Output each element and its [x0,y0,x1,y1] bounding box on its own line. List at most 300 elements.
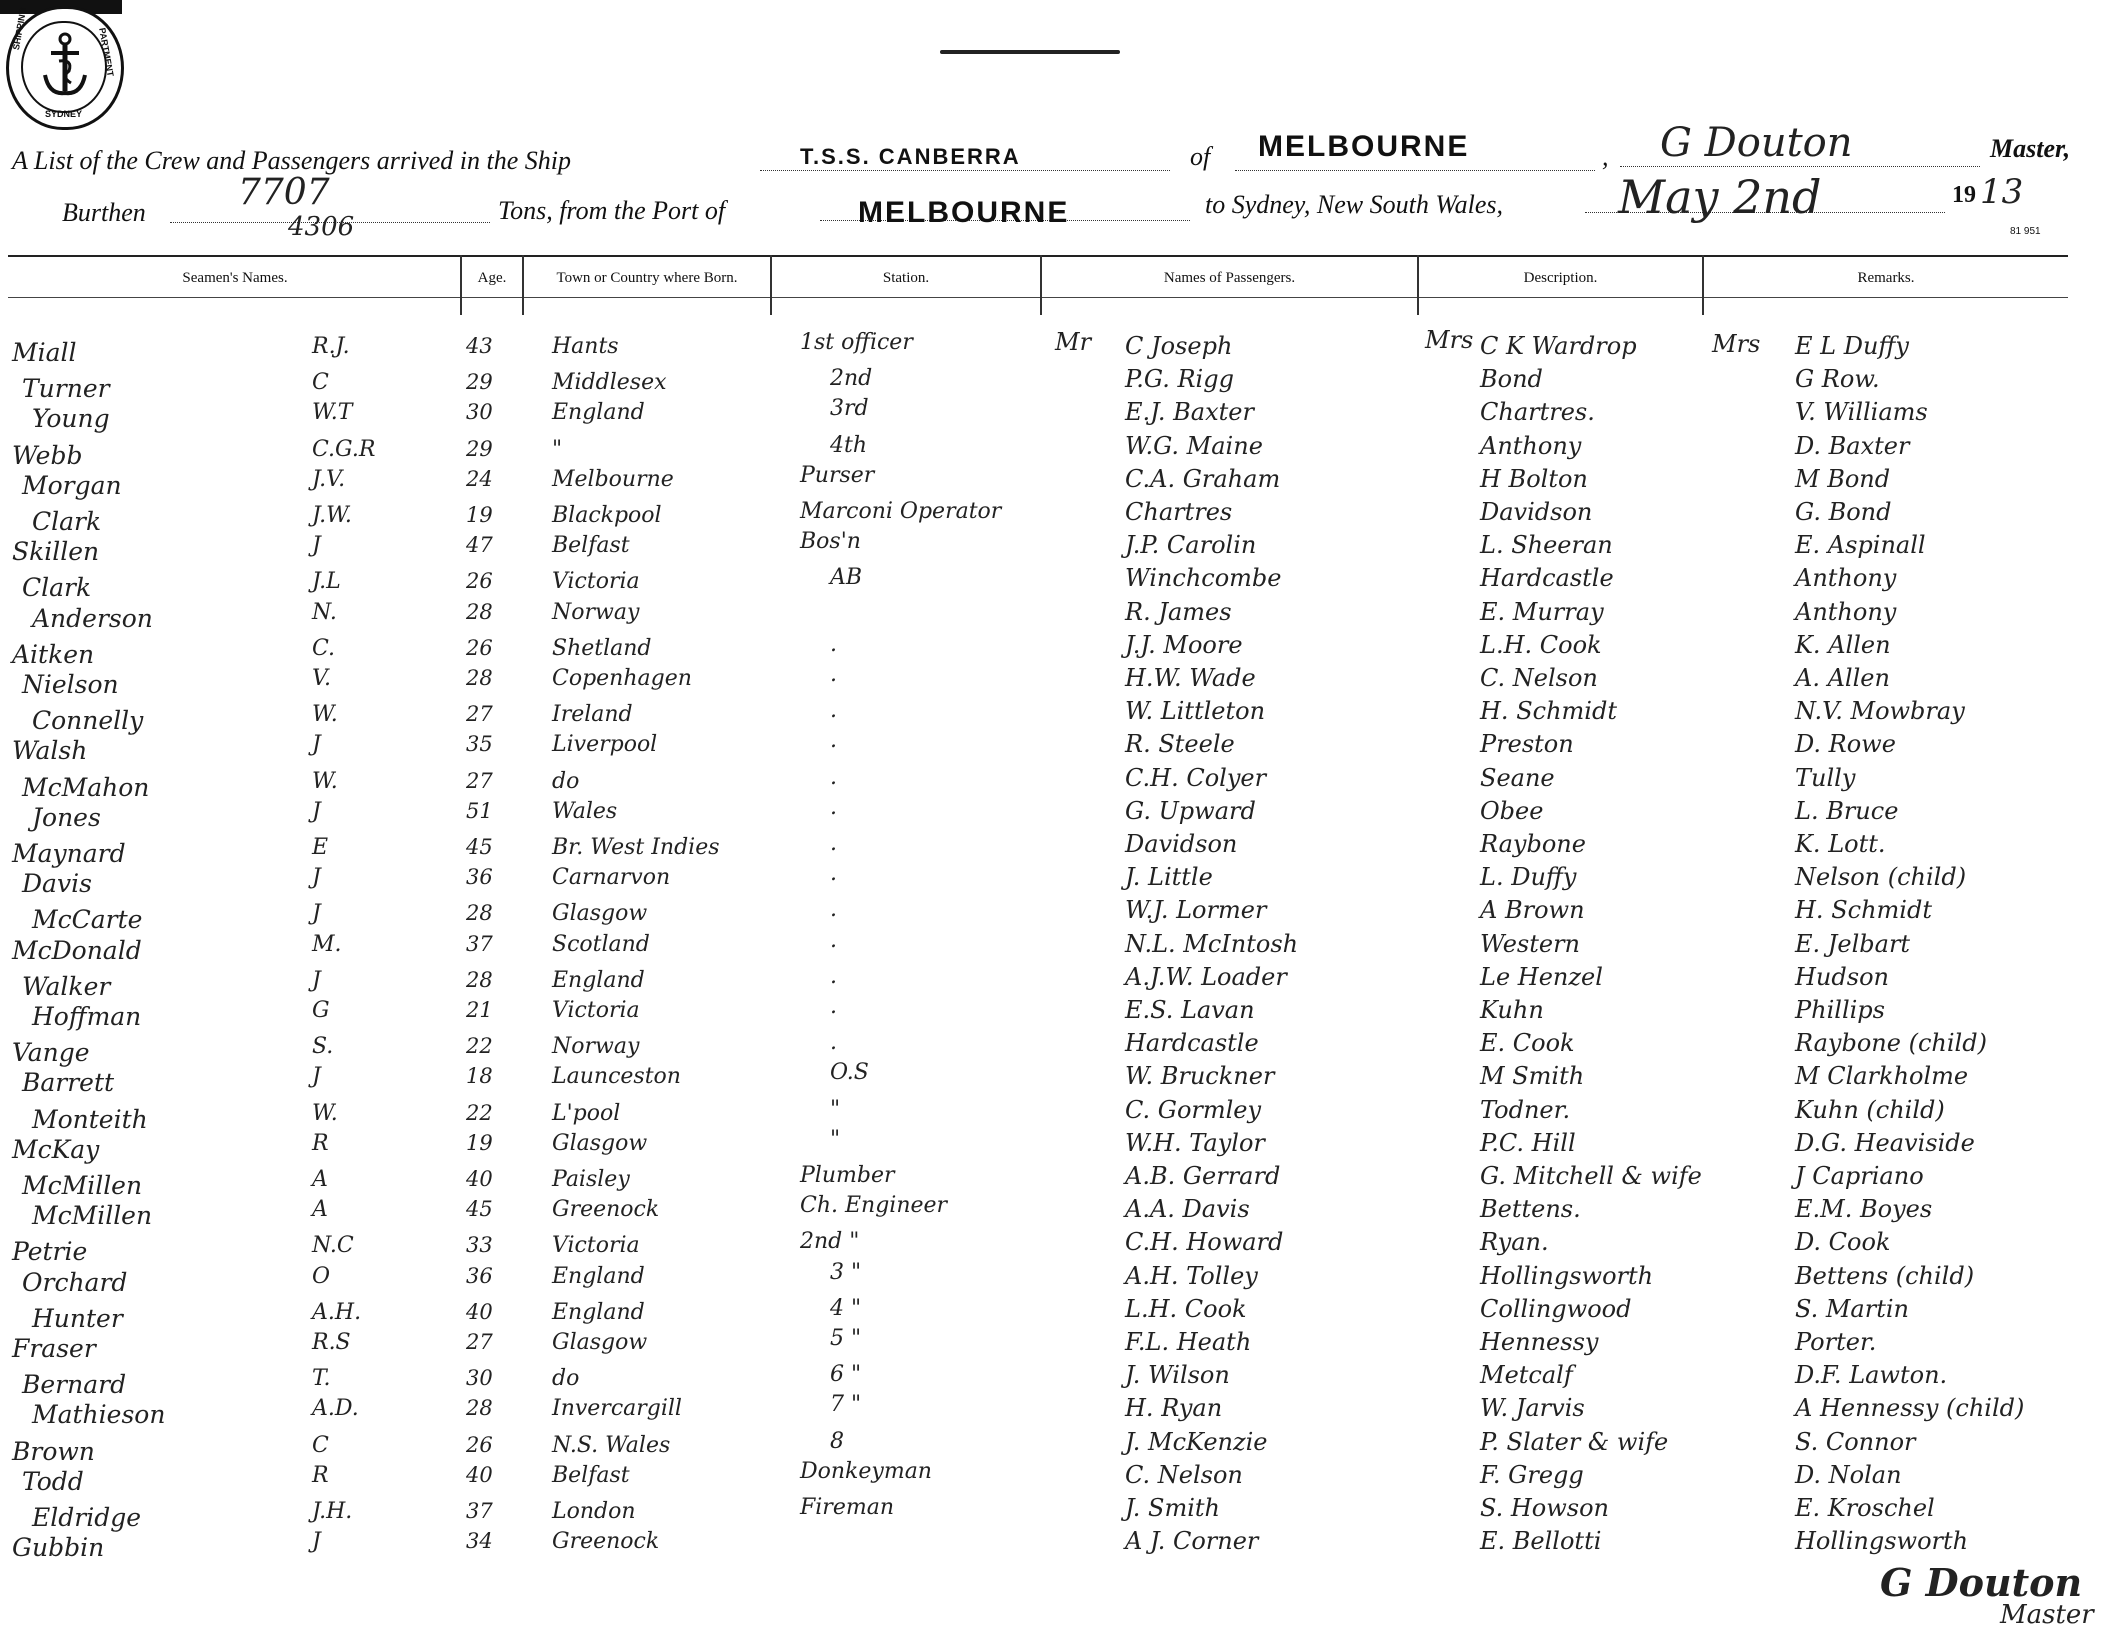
crew-station: Bos'n [800,529,861,555]
crew-birthplace: do [552,768,580,794]
passenger-description: P.C. Hill [1480,1128,1576,1157]
crew-initials: J.W. [312,503,352,528]
crew-station: Plumber [800,1163,895,1188]
crew-birthplace: Glasgow [552,901,648,927]
passenger-name: P.G. Rigg [1125,365,1234,394]
crew-initials: J [312,798,321,824]
passenger-name: W.J. Lormer [1125,896,1267,925]
crew-birthplace: Victoria [552,1233,640,1259]
crew-station: 3 " [830,1259,862,1285]
crew-initials: A [312,1197,328,1223]
passenger-remark: K. Allen [1795,630,1891,659]
crew-surname: Hoffman [32,1002,142,1031]
passenger-description: C K Wardrop [1480,332,1637,360]
crew-initials: C [312,1432,329,1458]
crew-initials: C [312,370,329,396]
crew-surname: Petrie [12,1237,88,1267]
crew-station: 6 " [830,1362,862,1388]
crew-station: " [830,1096,841,1122]
crew-birthplace: Victoria [552,569,640,595]
passenger-name: R. James [1125,597,1232,626]
crew-age: 28 [466,901,493,926]
passenger-name: J. McKenzie [1125,1427,1268,1456]
crew-initials: J [312,865,321,891]
header-passenger-names: Names of Passengers. [1163,270,1296,286]
passenger-description: Anthony [1480,431,1582,460]
crew-surname: Walsh [12,736,88,766]
passenger-remark: D. Cook [1795,1228,1891,1257]
crew-initials: J.L [312,569,341,595]
crew-birthplace: Wales [552,798,618,824]
crew-birthplace: Ireland [552,702,633,728]
crew-birthplace: Belfast [552,1462,630,1488]
passenger-description: Kuhn [1480,996,1544,1024]
crew-initials: C.G.R [312,436,376,462]
header-remarks: Remarks. [1857,270,1915,286]
seal-text-left: SHIPPING [11,6,29,51]
passenger-name: W. Bruckner [1125,1062,1275,1091]
crew-initials: E [312,835,329,860]
passenger-name: Davidson [1125,830,1238,858]
comma: , [1602,142,1609,171]
passenger-name: J. Little [1125,863,1213,892]
crew-surname: Webb [12,440,83,470]
burthen-label: Burthen [62,198,146,227]
crew-age: 34 [466,1529,493,1554]
crew-age: 28 [466,1396,493,1421]
passenger-remark: Anthony [1795,597,1897,626]
passenger-description: Hardcastle [1480,564,1614,593]
to-sydney-label: to Sydney, New South Wales, [1205,190,1504,219]
crew-age: 22 [466,1100,493,1125]
crew-surname: McMahon [22,772,150,802]
passenger-remark: J Capriano [1795,1162,1924,1190]
description-title: Mrs [1425,326,1474,354]
crew-station: 4th [830,432,868,458]
crew-birthplace: Carnarvon [552,865,671,891]
passenger-name: Hardcastle [1125,1029,1259,1058]
passenger-remark: A. Allen [1795,664,1890,692]
crew-surname: Maynard [12,839,126,868]
crew-birthplace: England [552,1299,645,1325]
passenger-remark: Bettens (child) [1795,1261,1975,1290]
passenger-description: L. Sheeran [1480,531,1613,560]
burthen-gross: 7707 [238,172,330,213]
crew-station: Donkeyman [800,1458,932,1484]
passenger-description: Collingwood [1480,1294,1632,1323]
burthen-net: 4306 [288,212,355,242]
passenger-name: N.L. McIntosh [1125,929,1299,958]
passenger-name: E.S. Lavan [1125,996,1255,1024]
seal-text-right: PARTMENT [97,27,116,78]
table-header-border [8,297,2068,298]
crew-station: . [830,794,837,820]
crew-station: 7 " [830,1392,862,1418]
crew-initials: R.S [312,1330,351,1355]
crew-birthplace: Belfast [552,533,630,559]
crew-station: . [830,662,837,687]
crew-age: 37 [466,1499,493,1523]
crew-birthplace: N.S. Wales [552,1432,671,1458]
passenger-name: R. Steele [1125,730,1235,759]
master-label: Master, [1990,134,2071,163]
passenger-description: Raybone [1480,830,1586,858]
crew-surname: Todd [22,1466,84,1496]
crew-station: 5 " [830,1326,862,1351]
passenger-description: C. Nelson [1480,664,1598,692]
crew-age: 28 [466,967,493,992]
crew-station: 4 " [830,1295,862,1321]
header-age: Age. [477,270,507,286]
crew-age: 36 [466,865,493,890]
passenger-remark: H. Schmidt [1795,896,1932,925]
passenger-remark: Tully [1795,763,1856,792]
crew-birthplace: England [552,400,645,426]
crew-birthplace: Br. West Indies [552,835,720,860]
crew-initials: J [312,967,321,993]
crew-surname: Miall [12,338,77,367]
crew-surname: Hunter [32,1303,123,1333]
table-top-border [8,255,2068,257]
shipping-department-seal [6,6,124,130]
crew-initials: J [312,1529,321,1555]
passenger-remark: G. Bond [1795,498,1892,526]
crew-surname: Bernard [22,1370,127,1400]
crew-surname: McCarte [32,905,143,935]
passenger-remark: E. Aspinall [1795,531,1926,560]
passenger-name: E.J. Baxter [1125,398,1254,427]
passenger-name: W.G. Maine [1125,431,1263,460]
crew-birthplace: Blackpool [552,503,662,528]
passenger-name: Chartres [1125,498,1233,526]
crew-initials: C. [312,635,336,661]
passenger-remark: E L Duffy [1795,332,1909,360]
passenger-name: W.H. Taylor [1125,1128,1265,1157]
crew-birthplace: " [552,436,563,462]
crew-surname: Morgan [22,470,122,500]
passenger-name: A J. Corner [1125,1527,1259,1556]
crew-station: . [830,1030,837,1056]
crew-age: 35 [466,732,493,757]
passenger-name: J.J. Moore [1125,630,1243,659]
crew-surname: Anderson [32,603,153,633]
passenger-name: F.L. Heath [1125,1328,1252,1356]
crew-surname: Skillen [12,537,100,567]
crew-initials: R [312,1462,329,1488]
crew-surname: Orchard [22,1267,128,1297]
crew-initials: J [312,533,321,559]
crew-initials: W. [312,768,338,794]
tons-from-label: Tons, from the Port of [498,196,726,225]
crew-age: 45 [466,1197,493,1222]
crew-birthplace: England [552,967,645,993]
passenger-name: Winchcombe [1125,564,1282,593]
header-birthplace: Town or Country where Born. [556,270,738,286]
passenger-description: Preston [1480,730,1574,759]
crew-birthplace: Norway [552,599,640,625]
crew-surname: McDonald [12,935,142,965]
passenger-description: E. Bellotti [1480,1527,1602,1556]
crew-age: 51 [466,798,493,823]
crew-birthplace: Greenock [552,1197,660,1223]
passenger-name: C. Nelson [1125,1460,1243,1489]
crew-birthplace: Norway [552,1034,640,1060]
crew-birthplace: Paisley [552,1167,630,1192]
year-handwritten: 13 [1980,172,2024,212]
crew-station: Ch. Engineer [800,1193,948,1219]
passenger-remark: E.M. Boyes [1795,1195,1933,1224]
crew-birthplace: do [552,1366,580,1392]
passenger-remark: S. Martin [1795,1294,1909,1323]
seal-text-bottom: SYDNEY [45,109,83,119]
passenger-remark: Anthony [1795,564,1897,593]
master-signature: G Douton [1880,1560,2083,1605]
header-description: Description. [1523,270,1598,286]
remarks-title: Mrs [1712,330,1761,358]
passenger-description: Hollingsworth [1480,1261,1654,1290]
crew-initials: W.T [312,400,353,426]
crew-initials: A.D. [312,1396,359,1422]
crew-age: 45 [466,835,493,859]
passenger-name: G. Upward [1125,796,1256,825]
passenger-remark: D.F. Lawton. [1795,1361,1948,1390]
crew-initials: R [312,1130,329,1156]
crew-station: . [830,897,837,923]
passenger-remark: K. Lott. [1795,830,1886,858]
passenger-name: L.H. Cook [1125,1294,1247,1323]
crew-surname: McMillen [32,1201,153,1231]
crew-station: 3rd [830,396,869,422]
passenger-description: Todner. [1480,1095,1571,1124]
passenger-remark: Hollingsworth [1795,1527,1969,1556]
passenger-remark: Porter. [1795,1328,1877,1356]
passenger-description: Western [1480,929,1581,958]
anchor-icon [39,31,91,101]
crew-age: 40 [466,1462,493,1487]
crew-age: 36 [466,1263,493,1288]
master-signature-role: Master [2000,1600,2094,1630]
header-seamen-names: Seamen's Names. [182,270,288,286]
passenger-description: Hennessy [1480,1328,1599,1356]
passenger-description: E. Cook [1480,1029,1575,1058]
passenger-remark: E. Jelbart [1795,929,1911,958]
passenger-name: W. Littleton [1125,697,1266,726]
decorative-rule [940,50,1120,54]
passenger-title: Mr [1055,328,1092,356]
passenger-remark: E. Kroschel [1795,1494,1935,1522]
crew-age: 27 [466,1330,493,1354]
crew-birthplace: Greenock [552,1529,660,1555]
crew-initials: O [312,1263,331,1289]
passenger-name: C. Gormley [1125,1095,1262,1124]
crew-station: . [830,631,837,657]
crew-station: AB [830,565,863,591]
crew-initials: A [312,1167,328,1192]
passenger-description: H Bolton [1480,464,1588,493]
crew-initials: N.C [312,1233,354,1259]
form-number: 81 951 [2010,226,2041,237]
passenger-remark: A Hennessy (child) [1795,1394,2025,1423]
crew-age: 22 [466,1034,493,1059]
crew-surname: Eldridge [32,1503,141,1532]
crew-birthplace: Liverpool [552,732,658,758]
passenger-remark: D. Rowe [1795,730,1896,759]
passenger-description: Chartres. [1480,398,1595,427]
crew-station: Fireman [800,1495,894,1520]
crew-age: 18 [466,1064,493,1089]
crew-surname: Fraser [12,1334,96,1363]
crew-age: 21 [466,998,493,1022]
crew-surname: Connelly [32,706,144,736]
passenger-name: C Joseph [1125,332,1233,360]
passenger-name: J. Smith [1125,1494,1220,1522]
crew-initials: J.H. [312,1499,353,1524]
passenger-name: A.J.W. Loader [1125,962,1287,991]
passenger-name: C.H. Colyer [1125,763,1267,792]
crew-surname: Clark [22,573,92,603]
crew-initials: J [312,901,321,927]
crew-age: 43 [466,334,493,358]
passenger-name: J. Wilson [1125,1361,1230,1390]
crew-surname: Monteith [32,1104,148,1134]
crew-initials: N. [312,599,337,625]
crew-birthplace: Hants [552,334,619,359]
crew-age: 29 [466,436,493,461]
crew-station: . [830,994,837,1019]
crew-station: 8 [830,1428,844,1454]
passenger-description: W. Jarvis [1480,1394,1585,1423]
crew-birthplace: London [552,1499,636,1524]
crew-initials: R.J. [312,334,350,359]
passenger-name: H.W. Wade [1125,664,1256,692]
passenger-remark: M Bond [1795,464,1891,493]
crew-age: 29 [466,370,493,395]
heading-text: A List of the Crew and Passengers arrived in the Ship [12,146,571,175]
crew-birthplace: Victoria [552,998,640,1023]
crew-age: 30 [466,400,493,425]
passenger-remark: D. Baxter [1795,431,1910,460]
home-port: MELBOURNE [1258,130,1470,163]
crew-surname: Nielson [22,670,119,699]
passenger-name: H. Ryan [1125,1394,1223,1423]
passenger-description: S. Howson [1480,1494,1609,1522]
passenger-remark: M Clarkholme [1795,1062,1969,1091]
crew-age: 33 [466,1233,493,1258]
passenger-description: Le Henzel [1480,962,1603,991]
crew-age: 28 [466,666,493,690]
crew-birthplace: Glasgow [552,1130,648,1156]
passenger-remark: L. Bruce [1795,796,1899,825]
crew-initials: S. [312,1034,334,1060]
passenger-description: L. Duffy [1480,863,1577,892]
crew-age: 19 [466,1130,493,1155]
crew-station: 1st officer [800,330,913,355]
passenger-remark: D. Nolan [1795,1460,1902,1489]
crew-initials: G [312,998,330,1023]
of-label: of [1190,142,1211,171]
crew-station: . [830,831,837,856]
crew-initials: A.H. [312,1299,362,1325]
passenger-remark: D.G. Heaviside [1795,1128,1975,1157]
crew-surname: Barrett [22,1068,115,1098]
passenger-name: C.A. Graham [1125,464,1281,493]
crew-birthplace: Scotland [552,931,650,957]
home-port-rule [1235,170,1595,171]
crew-surname: McMillen [22,1171,143,1200]
passenger-remark: Kuhn (child) [1795,1095,1945,1124]
passenger-remark: Phillips [1795,996,1885,1024]
crew-surname: Gubbin [12,1533,105,1563]
crew-station: Marconi Operator [800,499,1002,524]
passenger-remark: Nelson (child) [1795,863,1967,892]
passenger-name: J.P. Carolin [1125,531,1257,560]
crew-initials: W. [312,1100,338,1126]
crew-station: . [830,963,837,989]
crew-surname: Mathieson [32,1400,166,1430]
passenger-remark: G Row. [1795,365,1880,394]
crew-surname: Brown [12,1436,95,1466]
crew-initials: T. [312,1366,331,1392]
ship-name-rule [760,170,1170,171]
crew-station: . [830,861,837,887]
crew-station: 2nd [830,366,873,392]
crew-birthplace: Launceston [552,1064,681,1090]
crew-birthplace: Melbourne [552,466,674,492]
crew-birthplace: England [552,1263,645,1289]
crew-surname: Davis [22,869,92,899]
passenger-description: G. Mitchell & wife [1480,1162,1702,1190]
crew-age: 37 [466,931,493,956]
passenger-description: E. Murray [1480,597,1604,626]
crew-station: O.S [830,1060,869,1086]
passenger-description: Seane [1480,763,1555,792]
master-name: G Douton [1660,120,1853,166]
crew-age: 24 [466,466,493,491]
crew-initials: J [312,1064,321,1090]
crew-station: Purser [800,462,875,488]
crew-age: 47 [466,533,493,558]
crew-initials: W. [312,702,338,728]
crew-age: 30 [466,1366,493,1391]
passenger-remark: N.V. Mowbray [1795,697,1965,726]
crew-surname: Jones [32,802,101,832]
passenger-name: A.B. Gerrard [1125,1162,1281,1190]
passenger-remark: S. Connor [1795,1427,1916,1456]
from-port: MELBOURNE [858,196,1070,229]
crew-station: 2nd " [800,1229,860,1255]
crew-birthplace: Copenhagen [552,666,692,691]
crew-age: 27 [466,702,493,727]
master-name-rule [1620,166,1980,167]
crew-age: 26 [466,569,493,594]
crew-birthplace: Glasgow [552,1330,648,1355]
crew-surname: Vange [12,1038,90,1068]
passenger-description: H. Schmidt [1480,697,1617,726]
passenger-description: Bond [1480,365,1543,394]
passenger-description: F. Gregg [1480,1460,1584,1489]
crew-birthplace: L'pool [552,1100,621,1126]
passenger-name: C.H. Howard [1125,1228,1284,1257]
crew-initials: V. [312,666,332,691]
passenger-description: Obee [1480,796,1544,825]
crew-age: 28 [466,599,493,624]
passenger-description: A Brown [1480,896,1585,925]
year-prefix: 19 [1952,182,1976,208]
crew-birthplace: Invercargill [552,1396,682,1422]
passenger-description: M Smith [1480,1062,1585,1091]
passenger-description: Ryan. [1480,1228,1549,1257]
crew-surname: Young [32,404,110,434]
